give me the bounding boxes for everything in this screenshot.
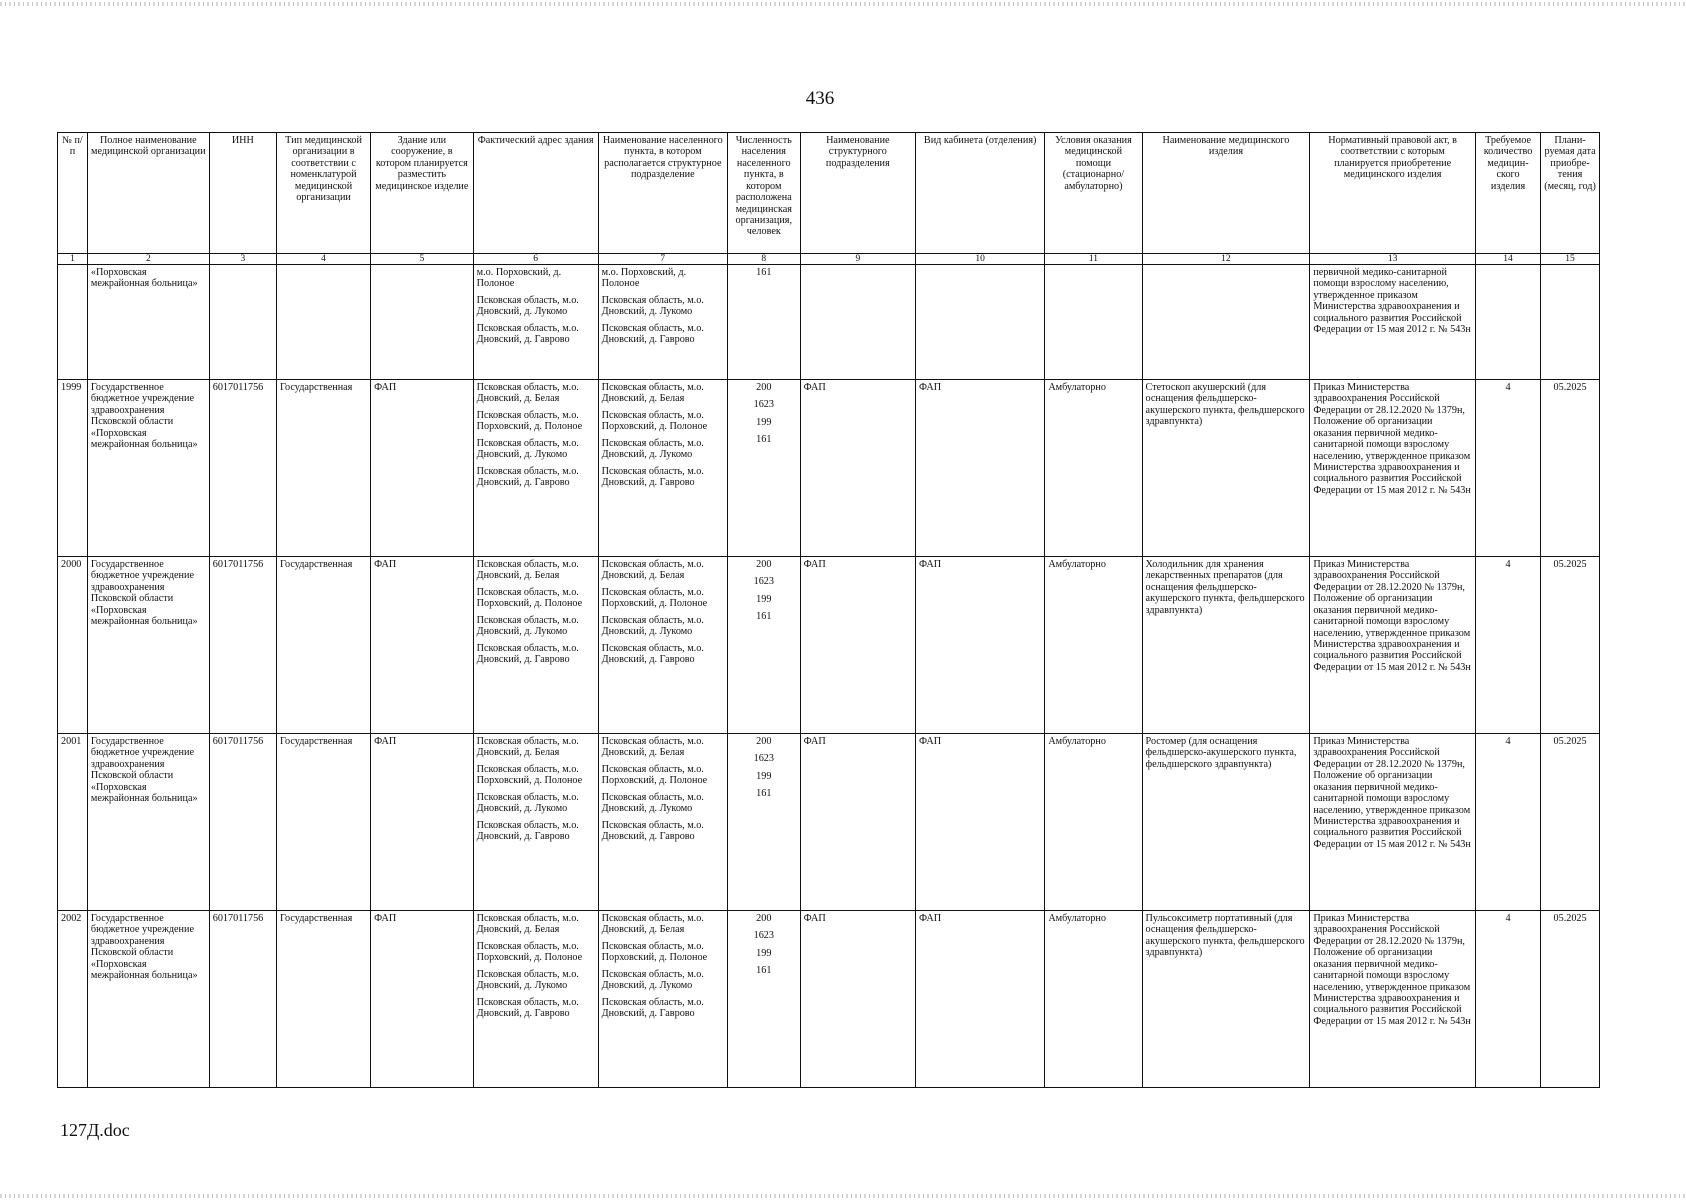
column-header: Требуемое количество медицин-ского изделия bbox=[1475, 133, 1540, 254]
building: ФАП bbox=[371, 734, 474, 911]
building: ФАП bbox=[371, 380, 474, 557]
purchase-date: 05.2025 bbox=[1541, 557, 1600, 734]
column-number: 4 bbox=[277, 254, 371, 265]
population-value: 200 bbox=[756, 559, 772, 570]
settlement: Псковская область, м.о. Дновский, д. Белая bbox=[601, 382, 704, 405]
org-type: Государственная bbox=[277, 380, 371, 557]
header-row bbox=[58, 133, 1600, 254]
care-conditions: Амбулаторно bbox=[1045, 557, 1142, 734]
column-number: 3 bbox=[209, 254, 276, 265]
org-type: Государственная bbox=[277, 911, 371, 1088]
org-name: Государственное бюджетное учреждение здравоохранения Псковской области «Порховская межрайонная больница» bbox=[87, 557, 209, 734]
document-filename: 127Д.doc bbox=[60, 1120, 130, 1140]
cont-act: первичной медико-санитарной помощи взрослому населению, утвержденное приказом Министерства здравоохранения и социального развития Российской Федерации от 15 мая 2012 г. № 543н bbox=[1310, 265, 1476, 380]
inn: 6017011756 bbox=[209, 380, 276, 557]
table-row bbox=[58, 734, 1600, 911]
row-number: 1999 bbox=[58, 380, 88, 557]
settlement: Псковская область, м.о. Дновский, д. Лукомо bbox=[601, 437, 704, 461]
address: Псковская область, м.о. Дновский, д. Белая bbox=[476, 736, 579, 759]
structural-unit: ФАП bbox=[800, 911, 915, 1088]
column-number: 7 bbox=[598, 254, 727, 265]
cont-population bbox=[727, 265, 800, 380]
address: Псковская область, м.о. Дновский, д. Гаврово bbox=[476, 819, 579, 842]
settlement: Псковская область, м.о. Порховский, д. Полоное bbox=[601, 586, 708, 610]
column-number: 5 bbox=[371, 254, 474, 265]
population-value: 1623 bbox=[753, 930, 774, 942]
column-number: 2 bbox=[87, 254, 209, 265]
table-body bbox=[58, 265, 1600, 1088]
column-header: Наименование населенного пункта, в котором располагается структурное подразделение bbox=[598, 133, 727, 254]
address: Псковская область, м.о. Дновский, д. Лукомо bbox=[476, 614, 579, 638]
scan-edge-bottom bbox=[0, 1194, 1686, 1198]
cabinet-type: ФАП bbox=[916, 734, 1045, 911]
care-conditions: Амбулаторно bbox=[1045, 380, 1142, 557]
cont-date bbox=[1541, 265, 1600, 380]
device-name: Ростомер (для оснащения фельдшерско-акушерского пункта, фельдшерского здравпункта) bbox=[1142, 734, 1310, 911]
cont-address: м.о. Порховский, д. Полоное bbox=[476, 267, 562, 290]
settlement: Псковская область, м.о. Дновский, д. Гаврово bbox=[601, 996, 704, 1019]
quantity: 4 bbox=[1475, 734, 1540, 911]
population-value: 1623 bbox=[753, 753, 774, 765]
column-header: Тип медицинской организации в соответствии с номенклатурой медицинской организации bbox=[277, 133, 371, 254]
column-number: 6 bbox=[473, 254, 598, 265]
settlement: Псковская область, м.о. Порховский, д. Полоное bbox=[601, 940, 708, 964]
structural-unit: ФАП bbox=[800, 734, 915, 911]
population-value: 161 bbox=[756, 611, 772, 623]
cont-unit bbox=[800, 265, 915, 380]
address: Псковская область, м.о. Порховский, д. Полоное bbox=[476, 409, 583, 433]
population-value: 1623 bbox=[753, 576, 774, 588]
scan-edge-top bbox=[0, 2, 1686, 6]
cont-address: Псковская область, м.о. Дновский, д. Лукомо bbox=[476, 294, 579, 318]
settlement: Псковская область, м.о. Дновский, д. Гаврово bbox=[601, 819, 704, 842]
addresses bbox=[473, 911, 598, 1088]
population-value: 1623 bbox=[753, 399, 774, 411]
cont-settlement: м.о. Порховский, д. Полоное bbox=[601, 267, 687, 290]
settlement: Псковская область, м.о. Дновский, д. Белая bbox=[601, 559, 704, 582]
settlement: Псковская область, м.о. Дновский, д. Белая bbox=[601, 736, 704, 759]
legal-act: Приказ Министерства здравоохранения Российской Федерации от 28.12.2020 № 1379н, Положение об организации оказания первичной медико-санитарной помощи взрослому населению, утвержденное приказом Министерства здравоохранения и социального развития Российской Федерации от 15 мая 2012 г. № 543н bbox=[1310, 380, 1476, 557]
column-number: 14 bbox=[1475, 254, 1540, 265]
equipment-table bbox=[57, 132, 1600, 1088]
equipment-table-container bbox=[57, 132, 1600, 1088]
cont-settlements bbox=[598, 265, 727, 380]
column-number: 8 bbox=[727, 254, 800, 265]
column-header: Наименование медицинского изделия bbox=[1142, 133, 1310, 254]
structural-unit: ФАП bbox=[800, 557, 915, 734]
legal-act: Приказ Министерства здравоохранения Российской Федерации от 28.12.2020 № 1379н, Положение об организации оказания первичной медико-санитарной помощи взрослому населению, утвержденное приказом Министерства здравоохранения и социального развития Российской Федерации от 15 мая 2012 г. № 543н bbox=[1310, 734, 1476, 911]
inn: 6017011756 bbox=[209, 557, 276, 734]
org-name: Государственное бюджетное учреждение здравоохранения Псковской области «Порховская межрайонная больница» bbox=[87, 911, 209, 1088]
row-number: 2002 bbox=[58, 911, 88, 1088]
population-value: 199 bbox=[756, 416, 772, 428]
column-header: Плани-руемая дата приобре-тения (месяц, год) bbox=[1541, 133, 1600, 254]
population-value: 199 bbox=[756, 770, 772, 782]
care-conditions: Амбулаторно bbox=[1045, 734, 1142, 911]
column-header: Наименование структурного подразделения bbox=[800, 133, 915, 254]
cont-settlement: Псковская область, м.о. Дновский, д. Гаврово bbox=[601, 322, 704, 346]
org-name: Государственное бюджетное учреждение здравоохранения Псковской области «Порховская межрайонная больница» bbox=[87, 734, 209, 911]
column-number: 11 bbox=[1045, 254, 1142, 265]
page-number: 436 bbox=[805, 88, 835, 109]
address: Псковская область, м.о. Дновский, д. Гаврово bbox=[476, 996, 579, 1019]
address: Псковская область, м.о. Дновский, д. Лукомо bbox=[476, 968, 579, 992]
inn: 6017011756 bbox=[209, 734, 276, 911]
address: Псковская область, м.о. Порховский, д. Полоное bbox=[476, 940, 583, 964]
settlement: Псковская область, м.о. Дновский, д. Гаврово bbox=[601, 642, 704, 665]
settlement: Псковская область, м.о. Порховский, д. Полоное bbox=[601, 409, 708, 433]
inn: 6017011756 bbox=[209, 911, 276, 1088]
cont-settlement: Псковская область, м.о. Дновский, д. Лукомо bbox=[601, 294, 704, 318]
continuation-row bbox=[58, 265, 1600, 380]
settlement: Псковская область, м.о. Дновский, д. Гаврово bbox=[601, 465, 704, 488]
addresses bbox=[473, 380, 598, 557]
settlement: Псковская область, м.о. Порховский, д. Полоное bbox=[601, 763, 708, 787]
quantity: 4 bbox=[1475, 911, 1540, 1088]
cabinet-type: ФАП bbox=[916, 557, 1045, 734]
column-header: ИНН bbox=[209, 133, 276, 254]
settlement: Псковская область, м.о. Дновский, д. Лукомо bbox=[601, 614, 704, 638]
cabinet-type: ФАП bbox=[916, 380, 1045, 557]
table-row bbox=[58, 911, 1600, 1088]
population bbox=[727, 734, 800, 911]
settlement: Псковская область, м.о. Дновский, д. Белая bbox=[601, 913, 704, 936]
building: ФАП bbox=[371, 911, 474, 1088]
column-header: Нормативный правовой акт, в соответствии с которым планируется приобретение медицинского изделия bbox=[1310, 133, 1476, 254]
cont-building bbox=[371, 265, 474, 380]
cont-inn bbox=[209, 265, 276, 380]
settlement: Псковская область, м.о. Дновский, д. Лукомо bbox=[601, 968, 704, 992]
settlements bbox=[598, 557, 727, 734]
population-value: 200 bbox=[756, 736, 772, 747]
quantity: 4 bbox=[1475, 557, 1540, 734]
structural-unit: ФАП bbox=[800, 380, 915, 557]
address: Псковская область, м.о. Дновский, д. Лукомо bbox=[476, 791, 579, 815]
cont-cabinet bbox=[916, 265, 1045, 380]
org-type: Государственная bbox=[277, 734, 371, 911]
table-row bbox=[58, 380, 1600, 557]
population bbox=[727, 557, 800, 734]
purchase-date: 05.2025 bbox=[1541, 734, 1600, 911]
population-value: 200 bbox=[756, 382, 772, 393]
settlement: Псковская область, м.о. Дновский, д. Лукомо bbox=[601, 791, 704, 815]
settlements bbox=[598, 734, 727, 911]
device-name: Пульсоксиметр портативный (для оснащения фельдшерско-акушерского пункта, фельдшерского здравпункта) bbox=[1142, 911, 1310, 1088]
cont-num bbox=[58, 265, 88, 380]
cont-device bbox=[1142, 265, 1310, 380]
column-numbers-row bbox=[58, 254, 1600, 265]
population-value: 161 bbox=[756, 434, 772, 446]
column-header: Фактический адрес здания bbox=[473, 133, 598, 254]
population-value: 199 bbox=[756, 947, 772, 959]
cont-conditions bbox=[1045, 265, 1142, 380]
address: Псковская область, м.о. Дновский, д. Белая bbox=[476, 382, 579, 405]
column-header: Численность населения населенного пункта, в котором расположена медицинская организация, человек bbox=[727, 133, 800, 254]
cabinet-type: ФАП bbox=[916, 911, 1045, 1088]
cont-type bbox=[277, 265, 371, 380]
cont-qty bbox=[1475, 265, 1540, 380]
org-name: Государственное бюджетное учреждение здравоохранения Псковской области «Порховская межрайонная больница» bbox=[87, 380, 209, 557]
column-number: 15 bbox=[1541, 254, 1600, 265]
column-number: 13 bbox=[1310, 254, 1476, 265]
table-row bbox=[58, 557, 1600, 734]
population-value: 161 bbox=[756, 788, 772, 800]
purchase-date: 05.2025 bbox=[1541, 380, 1600, 557]
address: Псковская область, м.о. Дновский, д. Гаврово bbox=[476, 642, 579, 665]
population-value: 199 bbox=[756, 593, 772, 605]
care-conditions: Амбулаторно bbox=[1045, 911, 1142, 1088]
column-number: 10 bbox=[916, 254, 1045, 265]
address: Псковская область, м.о. Дновский, д. Белая bbox=[476, 559, 579, 582]
address: Псковская область, м.о. Дновский, д. Белая bbox=[476, 913, 579, 936]
row-number: 2000 bbox=[58, 557, 88, 734]
address: Псковская область, м.о. Дновский, д. Лукомо bbox=[476, 437, 579, 461]
quantity: 4 bbox=[1475, 380, 1540, 557]
population-value: 200 bbox=[756, 913, 772, 924]
row-number: 2001 bbox=[58, 734, 88, 911]
address: Псковская область, м.о. Порховский, д. Полоное bbox=[476, 763, 583, 787]
cont-population-value: 161 bbox=[756, 267, 772, 278]
addresses bbox=[473, 557, 598, 734]
cont-addresses bbox=[473, 265, 598, 380]
addresses bbox=[473, 734, 598, 911]
device-name: Холодильник для хранения лекарственных препаратов (для оснащения фельдшерско-акушерского пункта, фельдшерского здравпункта) bbox=[1142, 557, 1310, 734]
address: Псковская область, м.о. Дновский, д. Гаврово bbox=[476, 465, 579, 488]
column-header: Условия оказания медицинской помощи (стационарно/ амбулаторно) bbox=[1045, 133, 1142, 254]
column-header: Здание или сооружение, в котором планируется разместить медицинское изделие bbox=[371, 133, 474, 254]
legal-act: Приказ Министерства здравоохранения Российской Федерации от 28.12.2020 № 1379н, Положение об организации оказания первичной медико-санитарной помощи взрослому населению, утвержденное приказом Министерства здравоохранения и социального развития Российской Федерации от 15 мая 2012 г. № 543н bbox=[1310, 557, 1476, 734]
column-number: 12 bbox=[1142, 254, 1310, 265]
column-header: Вид кабинета (отделения) bbox=[916, 133, 1045, 254]
legal-act: Приказ Министерства здравоохранения Российской Федерации от 28.12.2020 № 1379н, Положение об организации оказания первичной медико-санитарной помощи взрослому населению, утвержденное приказом Министерства здравоохранения и социального развития Российской Федерации от 15 мая 2012 г. № 543н bbox=[1310, 911, 1476, 1088]
population-value: 161 bbox=[756, 965, 772, 977]
population bbox=[727, 911, 800, 1088]
building: ФАП bbox=[371, 557, 474, 734]
address: Псковская область, м.о. Порховский, д. Полоное bbox=[476, 586, 583, 610]
column-number: 9 bbox=[800, 254, 915, 265]
column-header: Полное наименование медицинской организации bbox=[87, 133, 209, 254]
column-number: 1 bbox=[58, 254, 88, 265]
device-name: Стетоскоп акушерский (для оснащения фельдшерско-акушерского пункта, фельдшерского здравпункта) bbox=[1142, 380, 1310, 557]
cont-org: «Порховская межрайонная больница» bbox=[87, 265, 209, 380]
cont-address: Псковская область, м.о. Дновский, д. Гаврово bbox=[476, 322, 579, 346]
column-header: № п/п bbox=[58, 133, 88, 254]
settlements bbox=[598, 911, 727, 1088]
purchase-date: 05.2025 bbox=[1541, 911, 1600, 1088]
org-type: Государственная bbox=[277, 557, 371, 734]
population bbox=[727, 380, 800, 557]
settlements bbox=[598, 380, 727, 557]
